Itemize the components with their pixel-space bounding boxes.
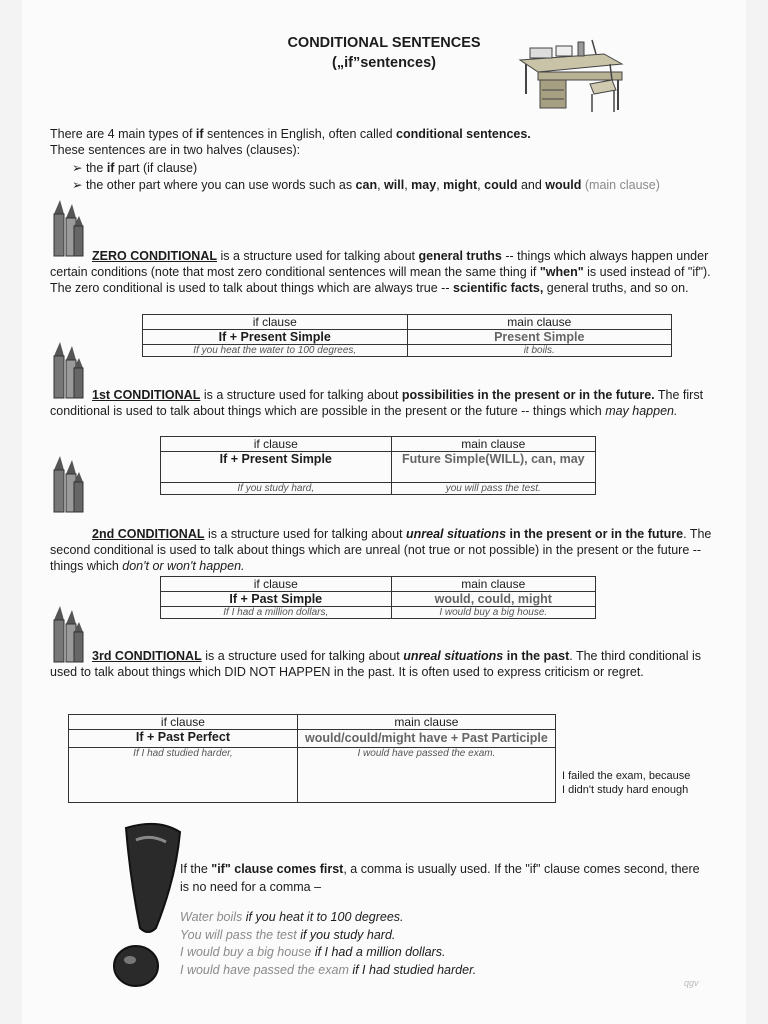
first-heading: 1st CONDITIONAL <box>92 388 201 402</box>
zero-conditional-text: ZERO CONDITIONAL is a structure used for talking about general truths -- things which always happen under certain conditions (note that most zero conditional sentences will mean the same thing if "when" is used instead of "if"). The zero conditional is used to talk about things which are always true -- scientific facts, general truths, and so on. <box>50 249 711 295</box>
example-2: You will pass the test if you study hard. <box>180 927 396 942</box>
example-3: I would buy a big house if I had a million dollars. <box>180 945 446 959</box>
zero-conditional-table: if clause main clause If + Present Simple Present Simple If you heat the water to 100 degrees, it boils. <box>142 314 672 357</box>
intro-line-1: There are 4 main types of if sentences in English, often called conditional sentences. <box>50 127 531 141</box>
second-heading: 2nd CONDITIONAL <box>92 527 205 541</box>
zero-heading: ZERO CONDITIONAL <box>92 249 217 263</box>
footer-mark: qgv <box>684 978 699 988</box>
intro-bullet-2: ➢ the other part where you can use words such as can, will, may, might, could and would (main clause) <box>72 178 660 192</box>
second-conditional-text: 2nd CONDITIONAL is a structure used for talking about unreal situations in the present or in the future. The second conditional is used to talk about things which are unreal (not true or not possible) in the present or the future -- things which don't or won't happen. <box>50 527 712 573</box>
intro-bullet-1: ➢ the if part (if clause) <box>72 161 198 175</box>
page-title: CONDITIONAL SENTENCES <box>287 35 481 51</box>
first-conditional-text: 1st CONDITIONAL is a structure used for talking about possibilities in the present or in the future. The first conditional is used to talk about things which are possible in the present or the future -- things which may happen. <box>50 388 704 418</box>
third-conditional-note: I failed the exam, because I didn't study hard enough <box>562 770 691 796</box>
comma-examples <box>180 909 700 979</box>
desk-illustration <box>512 36 632 114</box>
pencils-icon <box>50 452 84 514</box>
second-conditional-table: if clause main clause If + Past Simple would, could, might If I had a million dollars, I would buy a big house. <box>160 576 596 619</box>
third-conditional-text: 3rd CONDITIONAL is a structure used for talking about unreal situations in the past. The third conditional is used to talk about things which DID NOT HAPPEN in the past. It is often used to express criticism or regret. <box>50 649 702 679</box>
arrow-bullet-icon: ➢ <box>72 178 86 192</box>
third-heading: 3rd CONDITIONAL <box>92 649 202 663</box>
comma-rule-note: If the "if" clause comes first, a comma is usually used. If the "if" clause comes second, there is no need for a comma – <box>180 862 700 894</box>
third-conditional-table: if clause main clause If + Past Perfect would/could/might have + Past Participle If I had studied harder, I would have passed the exam. <box>68 714 556 803</box>
example-1: Water boils if you heat it to 100 degrees. <box>180 910 404 924</box>
intro-line-2: These sentences are in two halves (clauses): <box>50 143 301 157</box>
arrow-bullet-icon: ➢ <box>72 161 86 175</box>
example-4: I would have passed the exam if I had studied harder. <box>180 962 477 977</box>
page-subtitle: („if”sentences) <box>332 55 436 71</box>
exclamation-mark-icon <box>96 818 186 998</box>
first-conditional-table: if clause main clause If + Present Simple Future Simple(WILL), can, may If you study hard, you will pass the test. <box>160 436 596 495</box>
